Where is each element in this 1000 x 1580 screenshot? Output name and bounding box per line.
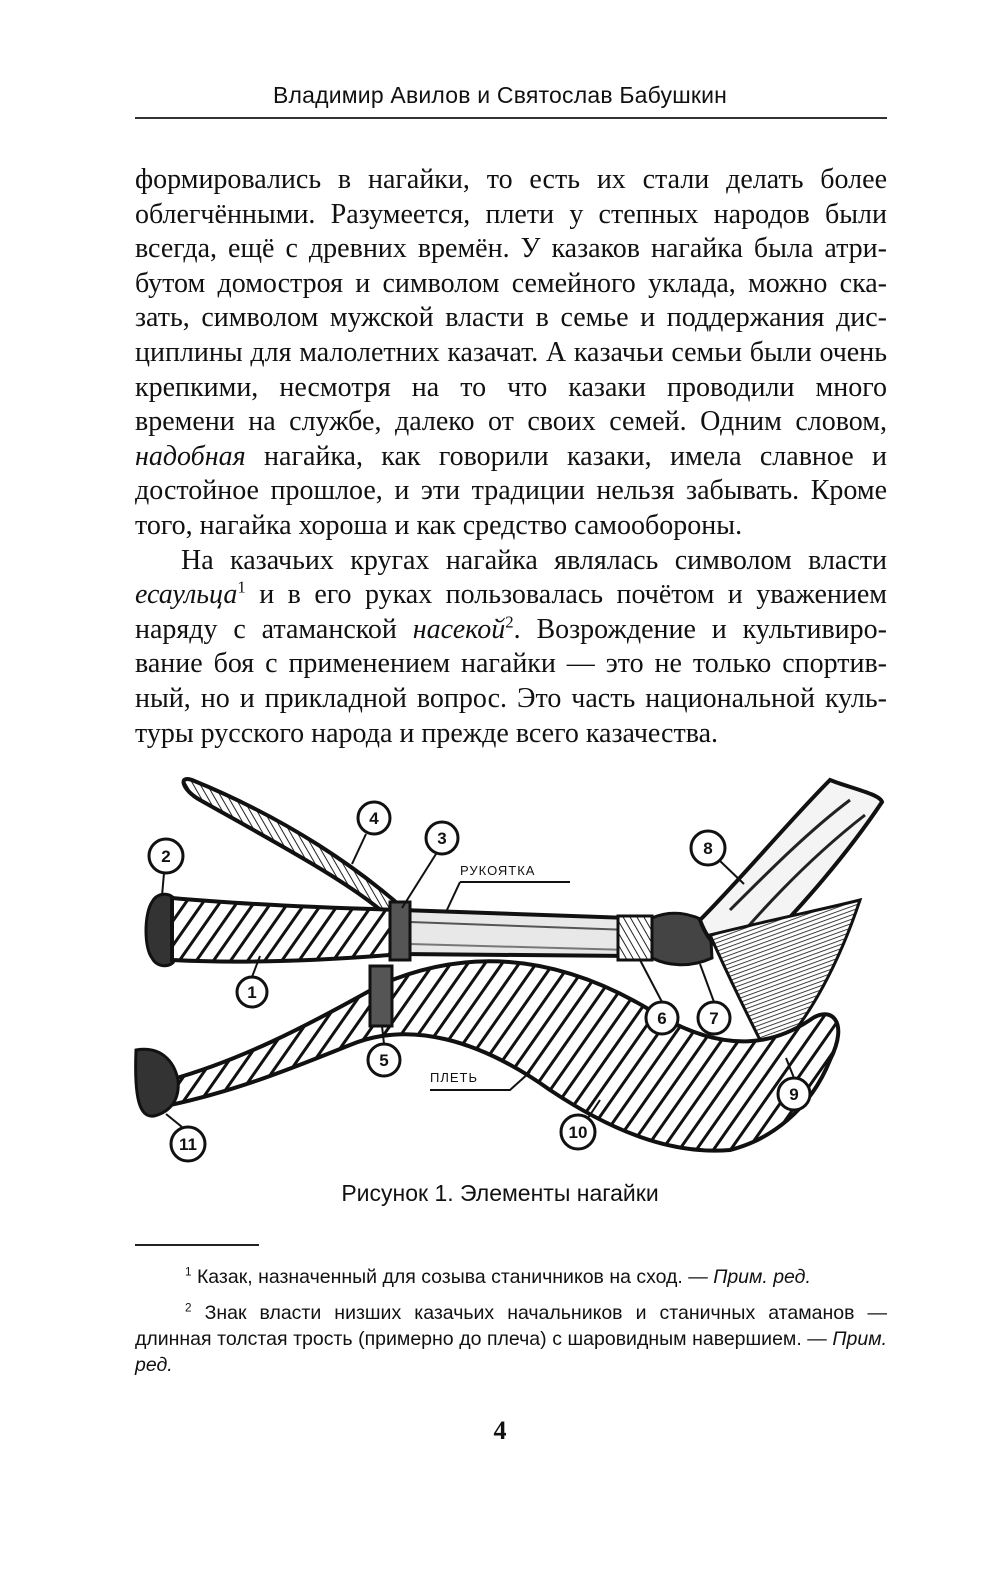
footnote-2-mark: 2 (185, 1301, 192, 1315)
main-text (135, 163, 887, 751)
figure-caption: Рисунок 1. Элементы нагайки (341, 1180, 659, 1206)
binding (390, 902, 410, 960)
svg-text:4: 4 (369, 809, 379, 828)
svg-text:1: 1 (247, 983, 257, 1002)
paragraph-2-end: . Возрождение и культивирование боя с применением нагайки — это не только спортивный, но и прикладной вопрос. Это часть национальной культуры русского народа и прежде всего казачества. (135, 613, 887, 749)
svg-text:7: 7 (709, 1009, 719, 1028)
svg-text:11: 11 (179, 1135, 197, 1154)
handle-twisted (172, 898, 402, 962)
svg-text:3: 3 (437, 829, 447, 848)
svg-text:6: 6 (657, 1009, 667, 1028)
marker-7 (698, 964, 730, 1034)
running-header: Владимир Авилов и Святослав Бабушкин (272, 82, 728, 108)
footnote-ref-1[interactable]: 1 (237, 577, 246, 597)
paragraph-1-text: формировались в нагайки, то есть их стали делать более облегчёнными. Разумеется, плети у степных народов были всегда, ещё с древних времён. У казаков нагайка была атрибутом домостроя и символом семейного уклада, можно сказать, символом мужской власти в семье и поддержания дисциплины для малолетних казачат. А казачьи семьи были очень крепкими, несмотря на то что казаки проводили много времени на службе, далеко от своих семей. Одним словом, (135, 164, 887, 438)
footnotes (135, 1264, 887, 1388)
footnote-1-mark: 1 (185, 1265, 192, 1279)
pommel (146, 894, 174, 966)
svg-text:8: 8 (703, 839, 713, 858)
nagaika-figure (130, 760, 890, 1170)
svg-text:5: 5 (379, 1051, 389, 1070)
marker-11 (166, 1114, 205, 1161)
marker-8 (691, 831, 744, 884)
footnote-rule (135, 1244, 259, 1246)
marker-1 (237, 956, 267, 1007)
marker-3 (402, 822, 458, 908)
wrist-loop (184, 779, 405, 920)
whip-wrap (370, 966, 392, 1026)
paragraph-1 (135, 163, 887, 544)
label-whip: ПЛЕТЬ (430, 1070, 479, 1085)
footnote-2-text: Знак власти низших казачьих начальников и станичных атаманов — длинная толстая трость (примерно до плеча) с шаровидным навершием. — (135, 1302, 887, 1350)
term-naseka: насекой (412, 613, 506, 645)
whip-tip (136, 1049, 179, 1116)
paragraph-1-italic: надобная (135, 440, 246, 472)
footnote-1-note: Прим. ред. (713, 1266, 811, 1288)
term-esaulets: есаульца (135, 579, 238, 611)
footnote-1 (135, 1264, 887, 1290)
footnote-2-note: Прим. ред. (135, 1328, 887, 1376)
footnote-1-text: Казак, назначенный для созыва станичников на сход. — (196, 1266, 708, 1288)
paragraph-2-start: На казачьих кругах нагайка являлась символом власти (181, 544, 887, 576)
nagaika-illustration (130, 760, 890, 1170)
header-rule (135, 117, 887, 119)
marker-4 (352, 802, 390, 864)
marker-6 (640, 960, 678, 1034)
ferrule (618, 916, 652, 960)
svg-text:2: 2 (161, 847, 171, 866)
paragraph-2-mid: и в его руках пользовалась почётом и уважением наряду с атаманской (135, 579, 888, 645)
footnote-ref-2[interactable]: 2 (505, 612, 514, 632)
page-number: 4 (493, 1416, 507, 1445)
svg-text:10: 10 (568, 1123, 588, 1142)
label-handle: РУКОЯТКА (460, 863, 536, 878)
paragraph-1-end: нагайка, как говорили казаки, имела славное и достойное прошлое, и эти традиции нельзя забывать. Кроме того, нагайка хороша и как средство самообороны. (135, 440, 888, 541)
svg-text:9: 9 (789, 1085, 799, 1104)
marker-2 (149, 839, 183, 896)
footnote-2 (135, 1300, 887, 1378)
paragraph-2 (135, 544, 887, 752)
